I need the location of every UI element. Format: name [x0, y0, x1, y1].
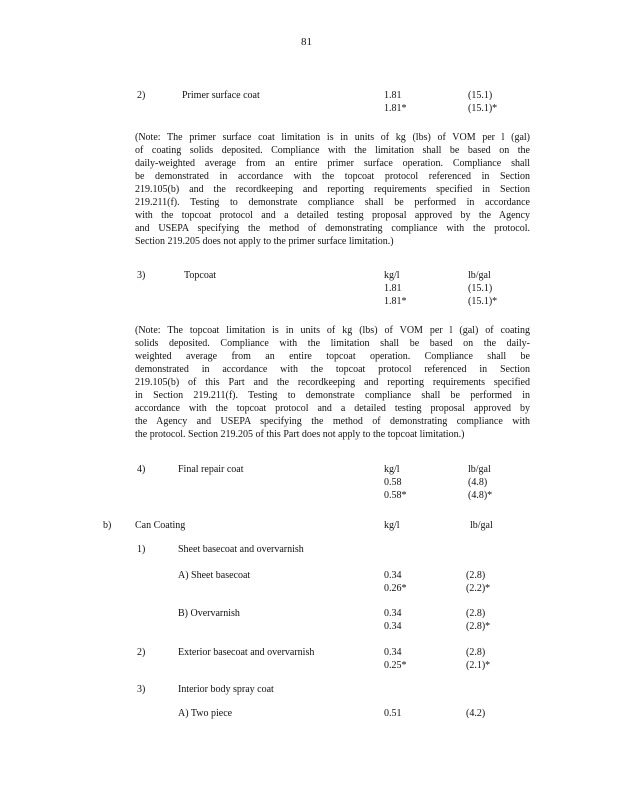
kg-value: 1.81* [384, 103, 407, 114]
kg-header: kg/l [384, 270, 400, 281]
note-line: weighted average from an entire topcoat operation. Compliance shall be [135, 351, 530, 362]
item-number: 2) [137, 90, 146, 101]
note-line: daily-weighted average from an entire primer surface operation. Compliance shall [135, 158, 530, 169]
item-label: Exterior basecoat and overvarnish [178, 647, 315, 658]
item-number: 3) [137, 270, 146, 281]
kg-value: 0.34 [384, 621, 402, 632]
item-number: 3) [137, 684, 146, 695]
note-line: (Note: The topcoat limitation is in units of kg (lbs) of VOM per l (gal) of coating [135, 325, 530, 336]
kg-value: 1.81* [384, 296, 407, 307]
item-label: Sheet basecoat and overvarnish [178, 544, 304, 555]
lb-value: (15.1) [468, 283, 493, 294]
page-number: 81 [301, 36, 312, 48]
note-line: Section 219.205 does not apply to the primer surface limitation.) [135, 236, 394, 247]
kg-value: 0.58 [384, 477, 402, 488]
item-label: Topcoat [184, 270, 217, 281]
lb-value: (2.8) [466, 608, 486, 619]
note-line: 219.211(f). Testing to demonstrate compliance shall be performed in accordance [135, 197, 530, 208]
kg-value: 1.81 [384, 283, 402, 294]
note-line: the Agency and USEPA specifying the method of demonstrating compliance with [135, 416, 530, 427]
lb-value: (15.1)* [468, 296, 498, 307]
kg-value: 0.26* [384, 583, 407, 594]
note-line: be demonstrated in accordance with the topcoat protocol referenced in Section [135, 171, 530, 182]
note-line: demonstrated in accordance with the topcoat protocol referenced in Section [135, 364, 530, 375]
lb-value: (4.8)* [468, 490, 493, 501]
lb-header: lb/gal [468, 464, 491, 475]
kg-value: 0.34 [384, 608, 402, 619]
kg-header: kg/l [384, 520, 400, 531]
note-line: and USEPA specifying the method of demonstrating compliance with the protocol. [135, 223, 530, 234]
lb-value: (2.8)* [466, 621, 491, 632]
item-number: 1) [137, 544, 146, 555]
item-label: Final repair coat [178, 464, 244, 475]
note-line: the protocol. Section 219.205 of this Part does not apply to the topcoat limitation.) [135, 429, 465, 440]
topcoat-note [135, 324, 530, 441]
kg-value: 0.25* [384, 660, 407, 671]
lb-value: (15.1) [468, 90, 493, 101]
primer-note [135, 131, 530, 248]
subitem-label: A) Two piece [178, 708, 233, 719]
note-line: accordance with the topcoat protocol and a detailed testing proposal approved by [135, 403, 530, 414]
kg-value: 1.81 [384, 90, 402, 101]
lb-value: (15.1)* [468, 103, 498, 114]
note-line: with the topcoat protocol and a detailed testing proposal approved by the Agency [135, 210, 530, 221]
kg-header: kg/l [384, 464, 400, 475]
kg-value: 0.34 [384, 647, 402, 658]
item-label: Interior body spray coat [178, 684, 274, 695]
subitem-label: A) Sheet basecoat [178, 570, 251, 581]
item-number: 2) [137, 647, 146, 658]
kg-value: 0.34 [384, 570, 402, 581]
lb-value: (2.8) [466, 570, 486, 581]
lb-value: (4.8) [468, 477, 488, 488]
lb-value: (2.1)* [466, 660, 491, 671]
section-title: Can Coating [135, 520, 186, 531]
subitem-label: B) Overvarnish [178, 608, 240, 619]
note-line: 219.105(b) of this Part and the recordkeeping and reporting requirements specified [135, 377, 530, 388]
note-line: (Note: The primer surface coat limitation is in units of kg (lbs) of VOM per l (gal) [135, 132, 530, 143]
note-line: in Section 219.211(f). Testing to demonstrate compliance shall be performed in [135, 390, 530, 401]
lb-header: lb/gal [468, 270, 491, 281]
kg-value: 0.51 [384, 708, 402, 719]
item-number: 4) [137, 464, 146, 475]
note-line: solids deposited. Compliance with the limitation shall be based on the daily- [135, 338, 530, 349]
section-letter: b) [103, 520, 112, 531]
note-line: 219.105(b) and the recordkeeping and reporting requirements specified in Section [135, 184, 530, 195]
item-label: Primer surface coat [182, 90, 260, 101]
lb-value: (4.2) [466, 708, 486, 719]
lb-header: lb/gal [470, 520, 493, 531]
kg-value: 0.58* [384, 490, 407, 501]
lb-value: (2.2)* [466, 583, 491, 594]
note-line: of coating solids deposited. Compliance with the limitation shall be based on the [135, 145, 530, 156]
lb-value: (2.8) [466, 647, 486, 658]
